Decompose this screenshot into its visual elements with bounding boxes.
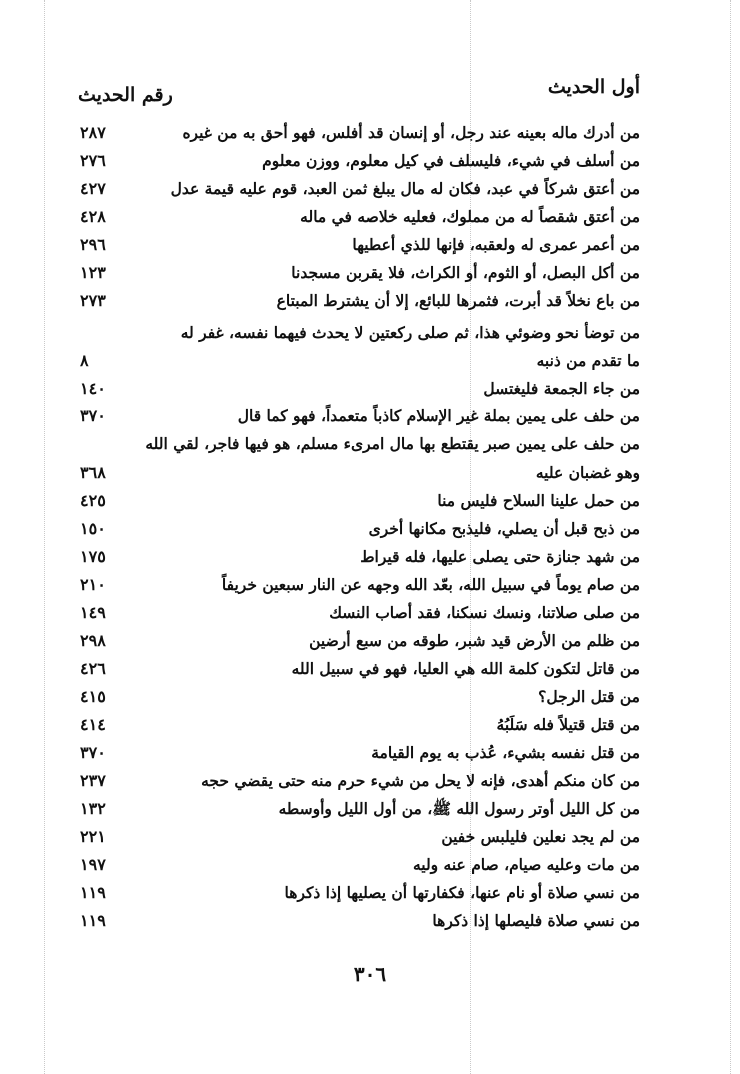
index-entry <box>78 206 640 234</box>
entry-text: من حمل علينا السلاح فليس منا <box>437 491 640 510</box>
index-entry <box>78 290 640 318</box>
entry-number: ٢٢١ <box>80 827 106 846</box>
entry-number: ٨ <box>80 351 89 370</box>
index-entry <box>78 686 640 714</box>
entry-text: من صلى صلاتنا، ونسك نسكنا، فقد أصاب النسك <box>329 603 640 622</box>
index-entry <box>78 910 640 938</box>
entry-number: ٢٧٣ <box>80 291 106 310</box>
index-entry <box>78 462 640 490</box>
entry-number: ١١٩ <box>80 911 106 930</box>
entry-text: من كل الليل أوتر رسول الله ﷺ، من أول الليل وأوسطه <box>278 799 640 818</box>
entry-text: من حلف على يمين صبر يقتطع بها مال امرىء مسلم، هو فيها فاجر، لقي الله <box>145 434 640 453</box>
entry-text: من صام يوماً في سبيل الله، بعّد الله وجهه عن النار سبعين خريفاً <box>221 575 640 594</box>
entry-number: ٢٣٧ <box>80 771 106 790</box>
index-entry <box>78 433 640 461</box>
entry-text: من توضأ نحو وضوئي هذا، ثم صلى ركعتين لا يحدث فيهما نفسه، غفر له <box>180 323 640 342</box>
index-entry <box>78 546 640 574</box>
entry-text: من قاتل لتكون كلمة الله هي العليا، فهو في سبيل الله <box>291 659 640 678</box>
entry-text: من ذبح قبل أن يصلي، فليذبح مكانها أخرى <box>368 519 640 538</box>
entry-text: من أعتق شقصاً له من مملوك، فعليه خلاصه في ماله <box>300 207 640 226</box>
entry-number: ٢٩٨ <box>80 631 106 650</box>
entry-number: ١٩٧ <box>80 855 106 874</box>
entry-text: من حلف على يمين بملة غير الإسلام كاذباً متعمداً، فهو كما قال <box>237 406 640 425</box>
entry-number: ٤٢٥ <box>80 491 106 510</box>
page-number: ٣٠٦ <box>353 962 387 986</box>
entry-text: من شهد جنازة حتى يصلى عليها، فله قيراط <box>360 547 640 566</box>
entry-number: ٣٦٨ <box>80 463 106 482</box>
index-entry <box>78 798 640 826</box>
index-entry <box>78 826 640 854</box>
entry-number: ٢٨٧ <box>80 123 106 142</box>
index-entry <box>78 490 640 518</box>
entry-text: من لم يجد نعلين فليلبس خفين <box>441 827 640 846</box>
column-header-first-words: أول الحديث <box>547 76 640 98</box>
entry-number: ٢١٠ <box>80 575 106 594</box>
entry-number: ٣٧٠ <box>80 743 106 762</box>
index-entry <box>78 378 640 406</box>
entry-number: ١٥٠ <box>80 519 106 538</box>
entry-number: ٣٧٠ <box>80 406 106 425</box>
index-entry <box>78 234 640 262</box>
index-entry <box>78 122 640 150</box>
index-entry <box>78 770 640 798</box>
index-entry <box>78 518 640 546</box>
entry-text: من نسي صلاة أو نام عنها، فكفارتها أن يصليها إذا ذكرها <box>284 883 640 902</box>
entry-number: ٤١٥ <box>80 687 106 706</box>
index-entry <box>78 150 640 178</box>
entry-text: من أعمر عمرى له ولعقبه، فإنها للذي أعطيها <box>352 235 640 254</box>
entry-text: من كان منكم أهدى، فإنه لا يحل من شيء حرم منه حتى يقضي حجه <box>201 771 640 790</box>
entry-number: ١١٩ <box>80 883 106 902</box>
index-entry <box>78 405 640 433</box>
entry-text: من ظلم من الأرض قيد شبر، طوقه من سبع أرضين <box>309 631 640 650</box>
index-entry <box>78 882 640 910</box>
entry-text: من نسي صلاة فليصلها إذا ذكرها <box>432 911 640 930</box>
index-entry <box>78 262 640 290</box>
index-entry <box>78 178 640 206</box>
entry-number: ٢٧٦ <box>80 151 106 170</box>
entry-text: وهو غضبان عليه <box>535 463 640 482</box>
entry-text: من أسلف في شيء، فليسلف في كيل معلوم، ووزن معلوم <box>262 151 640 170</box>
scan-artifact-line <box>730 0 731 1074</box>
index-entry <box>78 630 640 658</box>
index-entry <box>78 574 640 602</box>
entry-text: من قتل نفسه بشيء، عُذب به يوم القيامة <box>371 743 640 762</box>
scan-artifact-line <box>44 0 45 1074</box>
index-entry <box>78 658 640 686</box>
index-entry <box>78 742 640 770</box>
entry-number: ١٧٥ <box>80 547 106 566</box>
entry-text: من قتل قتيلاً فله سَلَبُهُ <box>496 715 640 734</box>
entry-number: ٤١٤ <box>80 715 106 734</box>
entry-number: ١٣٢ <box>80 799 106 818</box>
entry-text: من أكل البصل، أو الثوم، أو الكراث، فلا يقربن مسجدنا <box>291 263 640 282</box>
entry-number: ١٤٩ <box>80 603 106 622</box>
entry-text: من أعتق شركاً في عبد، فكان له مال يبلغ ثمن العبد، قوم عليه قيمة عدل <box>170 179 640 198</box>
entry-number: ٤٢٦ <box>80 659 106 678</box>
entry-number: ١٢٣ <box>80 263 106 282</box>
index-entry <box>78 350 640 378</box>
entry-number: ٤٢٧ <box>80 179 106 198</box>
entry-number: ٢٩٦ <box>80 235 106 254</box>
index-entry <box>78 322 640 350</box>
entry-number: ٤٢٨ <box>80 207 106 226</box>
entry-text: من قتل الرجل؟ <box>538 687 640 706</box>
entry-text: ما تقدم من ذنبه <box>536 351 640 370</box>
entry-number: ١٤٠ <box>80 379 106 398</box>
index-entry <box>78 714 640 742</box>
index-entry <box>78 602 640 630</box>
entry-text: من جاء الجمعة فليغتسل <box>483 379 640 398</box>
entry-text: من باع نخلاً قد أبرت، فثمرها للبائع، إلا أن يشترط المبتاع <box>276 291 640 310</box>
entry-text: من أدرك ماله بعينه عند رجل، أو إنسان قد أفلس، فهو أحق به من غيره <box>182 123 640 142</box>
entry-text: من مات وعليه صيام، صام عنه وليه <box>412 855 640 874</box>
index-entry <box>78 854 640 882</box>
column-header-hadith-number: رقم الحديث <box>78 84 173 106</box>
